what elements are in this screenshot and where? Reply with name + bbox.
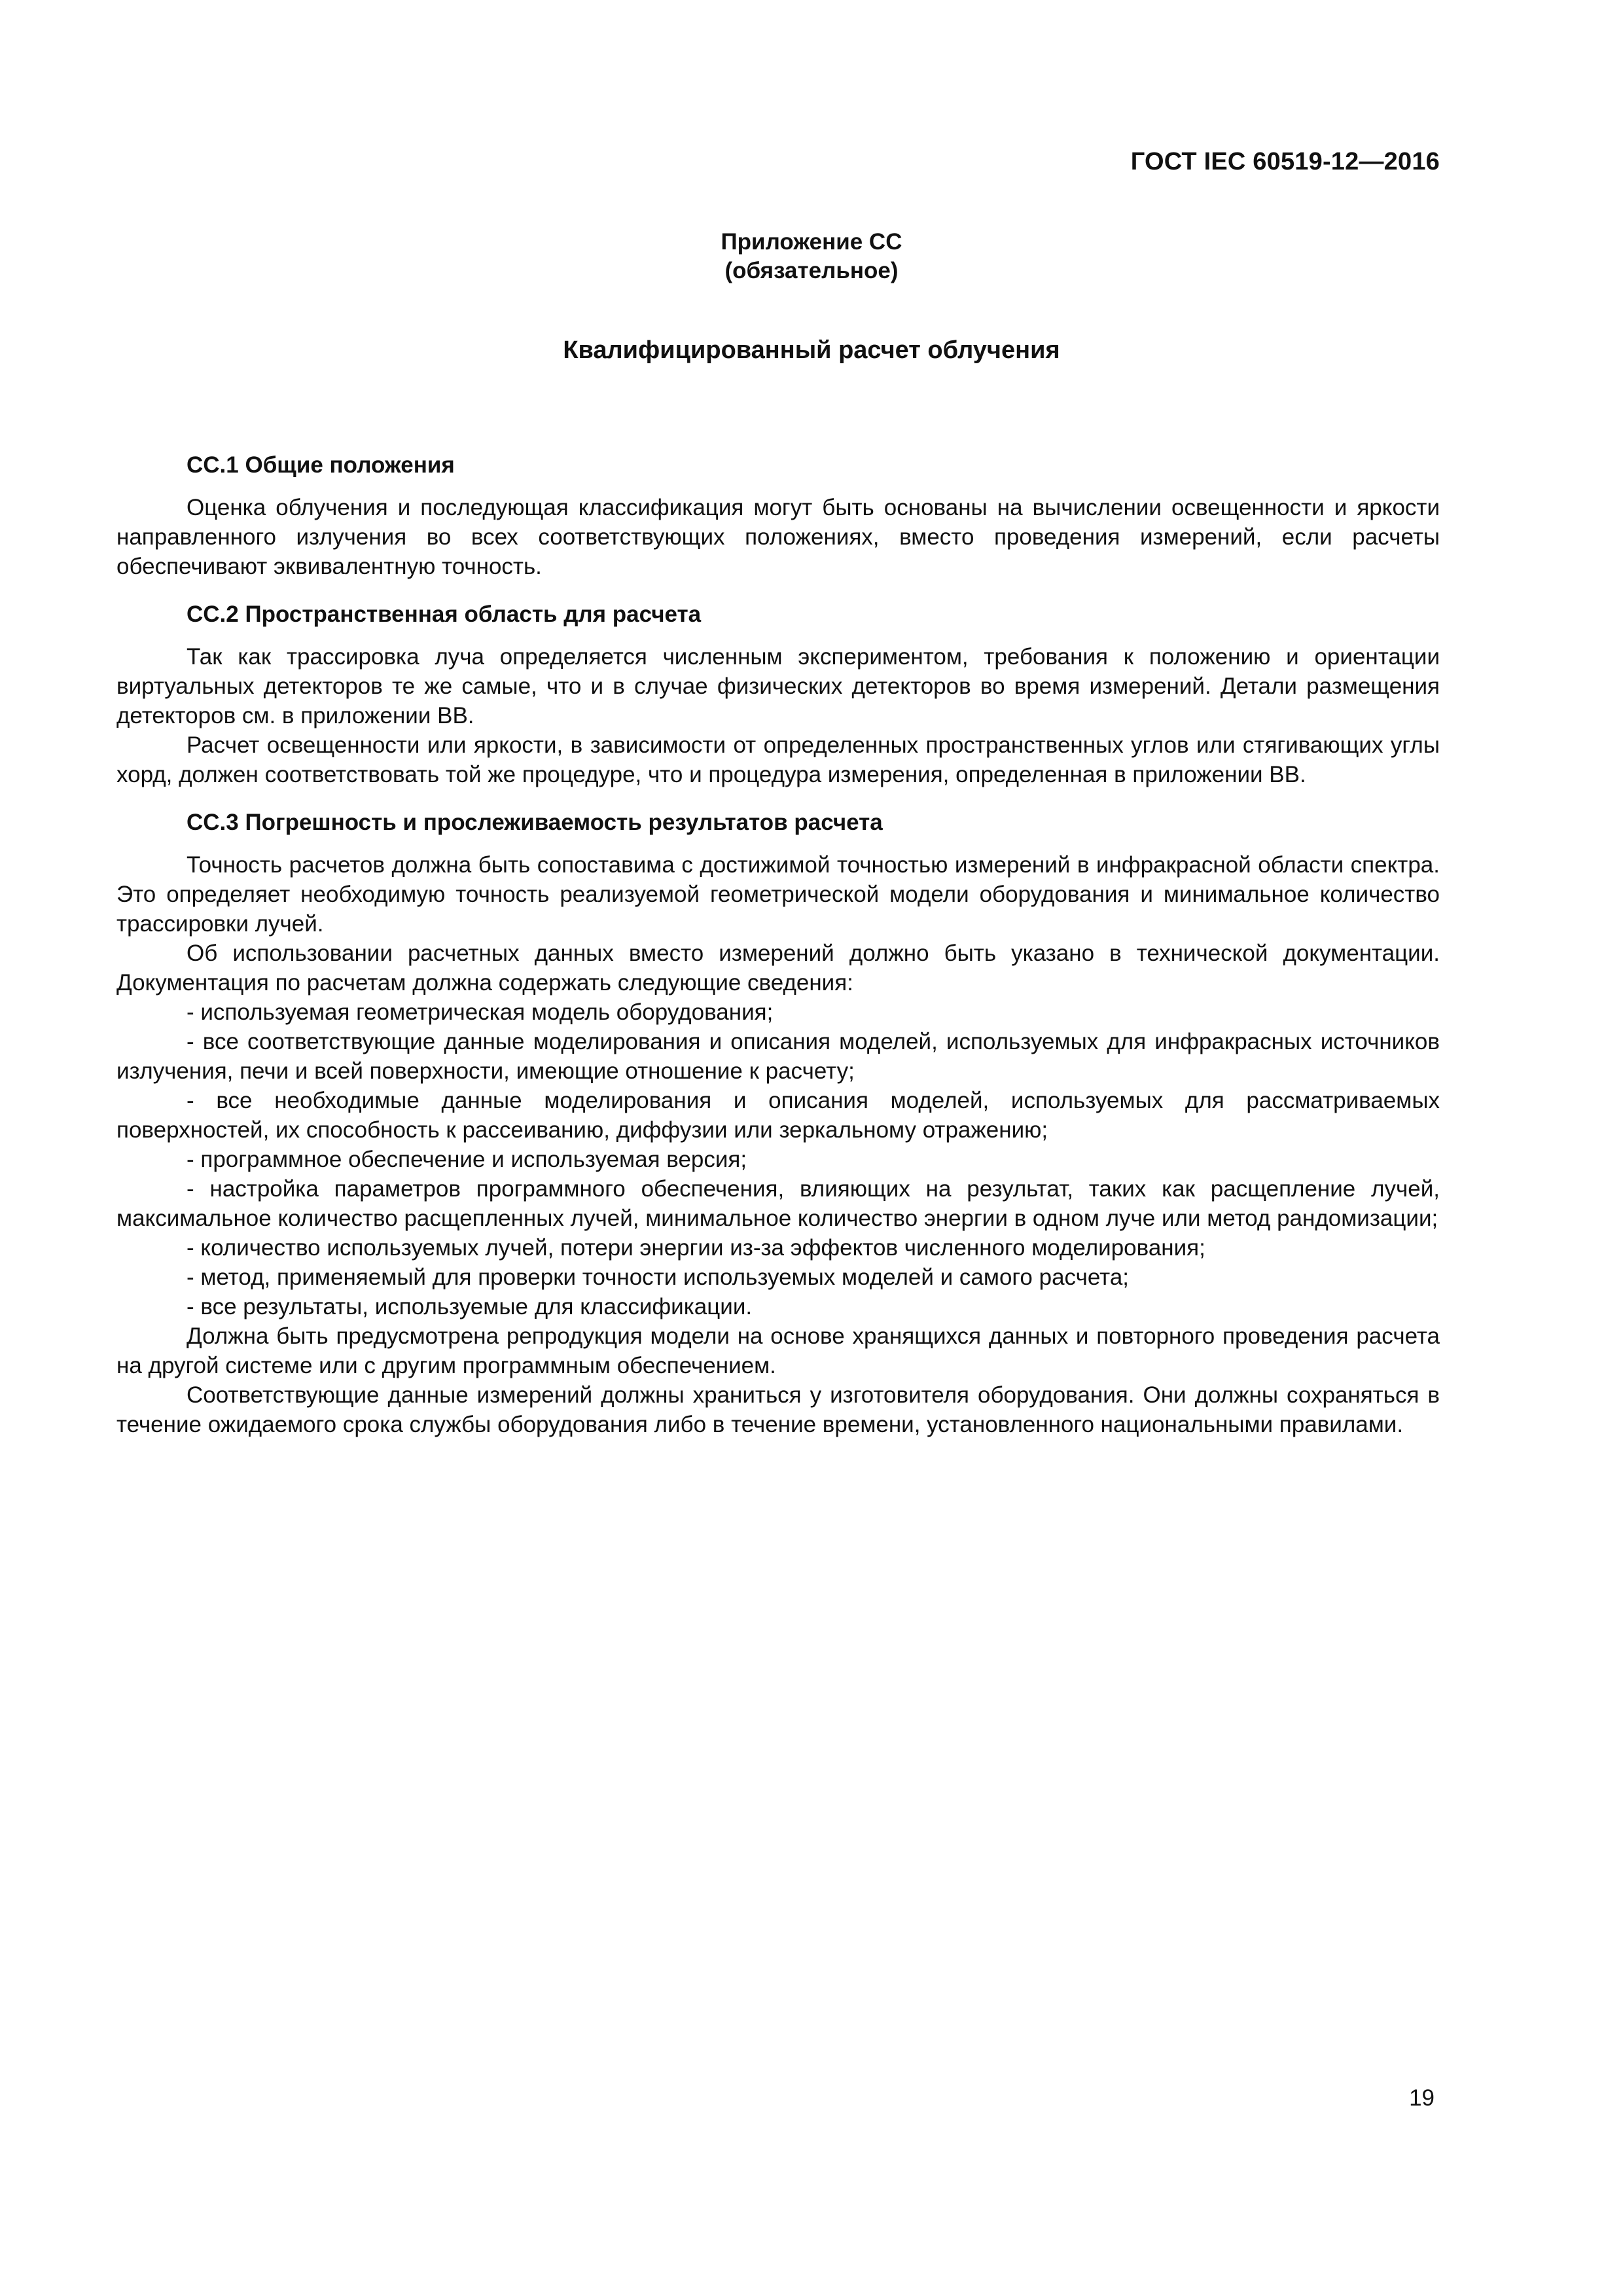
paragraph: Об использовании расчетных данных вместо измерений должно быть указано в технической документации. Документация по расчетам должна содержать следующие сведения: (116, 941, 1440, 996)
list-item: - количество используемых лучей, потери энергии из-за эффектов численного моделирования; (187, 1235, 1205, 1261)
paragraph: Точность расчетов должна быть сопоставима с достижимой точностью измерений в инфракрасной области спектра. Это определяет необходимую точность реализуемой геометрической модели оборудования и минимальное количество трассировки лучей. (116, 852, 1440, 937)
annex-title: Квалифицированный расчет облучения (563, 336, 1060, 364)
list-item: - используемая геометрическая модель оборудования; (187, 999, 774, 1025)
requirements-list (116, 997, 1440, 1321)
list-item: - метод, применяемый для проверки точности используемых моделей и самого расчета; (187, 1265, 1130, 1290)
page-number: 19 (1409, 2085, 1435, 2111)
annex-status: (обязательное) (724, 258, 899, 283)
document-body (116, 450, 1440, 1439)
paragraph: Должна быть предусмотрена репродукция модели на основе хранящихся данных и повторного проведения расчета на другой системе или с другим программным обеспечением. (116, 1323, 1440, 1378)
section-heading: СС.2 Пространственная область для расчета (187, 601, 702, 627)
section-cc3 (116, 808, 1440, 1439)
list-item: - все результаты, используемые для классификации. (187, 1294, 753, 1319)
paragraph: Оценка облучения и последующая классификация могут быть основаны на вычислении освещенности и яркости направленного излучения во всех соответствующих положениях, вместо проведения измерений, если расчеты обеспечивают эквивалентную точность. (116, 495, 1440, 579)
section-cc2 (116, 600, 1440, 789)
list-item: - настройка параметров программного обеспечения, влияющих на результат, таких как расщепление лучей, максимальное количество расщепленных лучей, минимальное количество энергии в одном луче или метод рандомизации; (116, 1176, 1440, 1231)
section-heading: СС.1 Общие положения (187, 452, 455, 478)
paragraph: Соответствующие данные измерений должны храниться у изготовителя оборудования. Они должны сохраняться в течение ожидаемого срока службы оборудования либо в течение времени, установленного национальными правилами. (116, 1382, 1440, 1437)
section-heading: СС.3 Погрешность и прослеживаемость результатов расчета (187, 810, 883, 835)
paragraph: Так как трассировка луча определяется численным экспериментом, требования к положению и ориентации виртуальных детекторов те же самые, что и в случае физических детекторов во время измерений. Детали размещения детекторов см. в приложении ВВ. (116, 644, 1440, 728)
list-item: - все необходимые данные моделирования и описания моделей, используемых для рассматриваемых поверхностей, их способность к рассеиванию, диффузии или зеркальному отражению; (116, 1088, 1440, 1143)
paragraph: Расчет освещенности или яркости, в зависимости от определенных пространственных углов или стягивающих углы хорд, должен соответствовать той же процедуре, что и процедура измерения, определенная в приложении ВВ. (116, 732, 1440, 787)
standard-code: ГОСТ IEC 60519-12—2016 (1130, 148, 1440, 175)
list-item: - программное обеспечение и используемая версия; (187, 1147, 747, 1172)
annex-header (0, 228, 1623, 285)
annex-label: Приложение СС (721, 229, 902, 255)
list-item: - все соответствующие данные моделирования и описания моделей, используемых для инфракрасных источников излучения, печи и всей поверхности, имеющие отношение к расчету; (116, 1029, 1440, 1084)
section-cc1 (116, 450, 1440, 581)
